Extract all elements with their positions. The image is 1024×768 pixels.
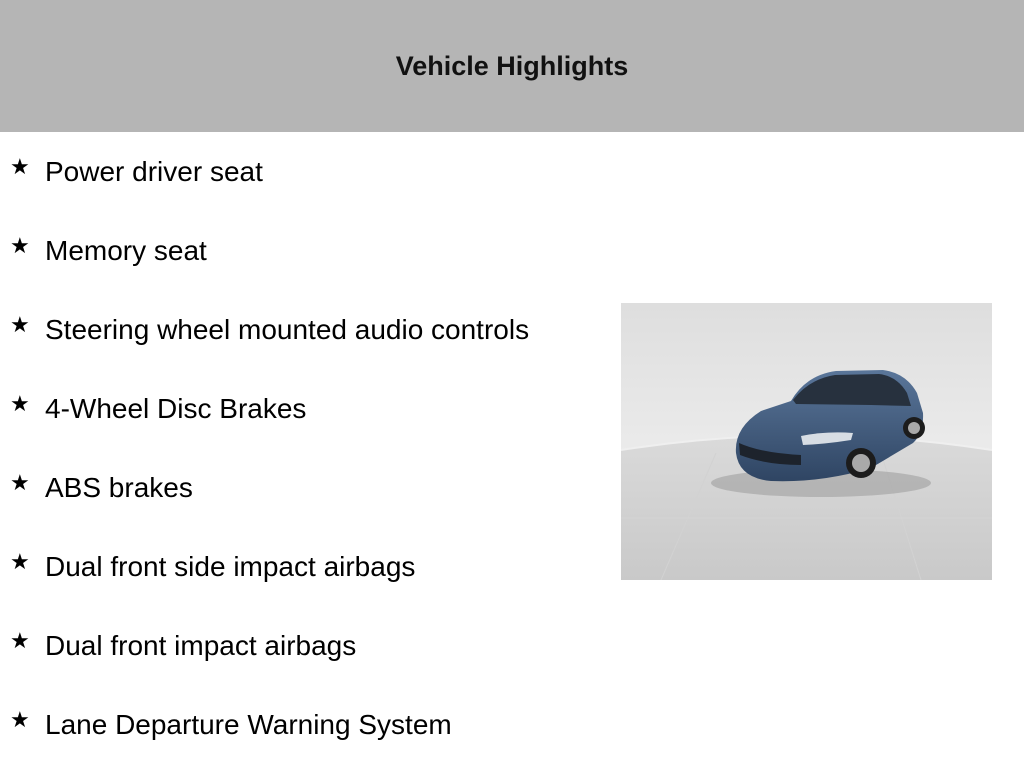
star-icon: ★ bbox=[10, 708, 30, 733]
star-icon: ★ bbox=[10, 155, 30, 180]
highlight-label: Steering wheel mounted audio controls bbox=[45, 314, 530, 345]
highlight-label: Lane Departure Warning System bbox=[45, 709, 452, 740]
highlights-list bbox=[0, 132, 610, 764]
vehicle-photo bbox=[621, 303, 992, 580]
list-item bbox=[0, 685, 610, 764]
highlight-label: Memory seat bbox=[45, 235, 207, 266]
list-item bbox=[0, 211, 610, 290]
highlight-label: Dual front side impact airbags bbox=[45, 551, 416, 582]
list-item bbox=[0, 606, 610, 685]
page-title: Vehicle Highlights bbox=[395, 50, 629, 81]
star-icon: ★ bbox=[10, 234, 30, 259]
highlight-label: Dual front impact airbags bbox=[45, 630, 357, 661]
list-item bbox=[0, 527, 610, 606]
highlight-label: ABS brakes bbox=[45, 472, 193, 503]
list-item bbox=[0, 369, 610, 448]
star-icon: ★ bbox=[10, 629, 30, 654]
list-item bbox=[0, 132, 610, 211]
star-icon: ★ bbox=[10, 392, 30, 417]
star-icon: ★ bbox=[10, 550, 30, 575]
car-image bbox=[621, 303, 992, 580]
highlight-label: Power driver seat bbox=[45, 156, 263, 187]
page-header bbox=[0, 0, 1024, 132]
list-item bbox=[0, 290, 610, 369]
list-item bbox=[0, 448, 610, 527]
star-icon: ★ bbox=[10, 471, 30, 496]
star-icon: ★ bbox=[10, 313, 30, 338]
highlight-label: 4-Wheel Disc Brakes bbox=[45, 393, 307, 424]
